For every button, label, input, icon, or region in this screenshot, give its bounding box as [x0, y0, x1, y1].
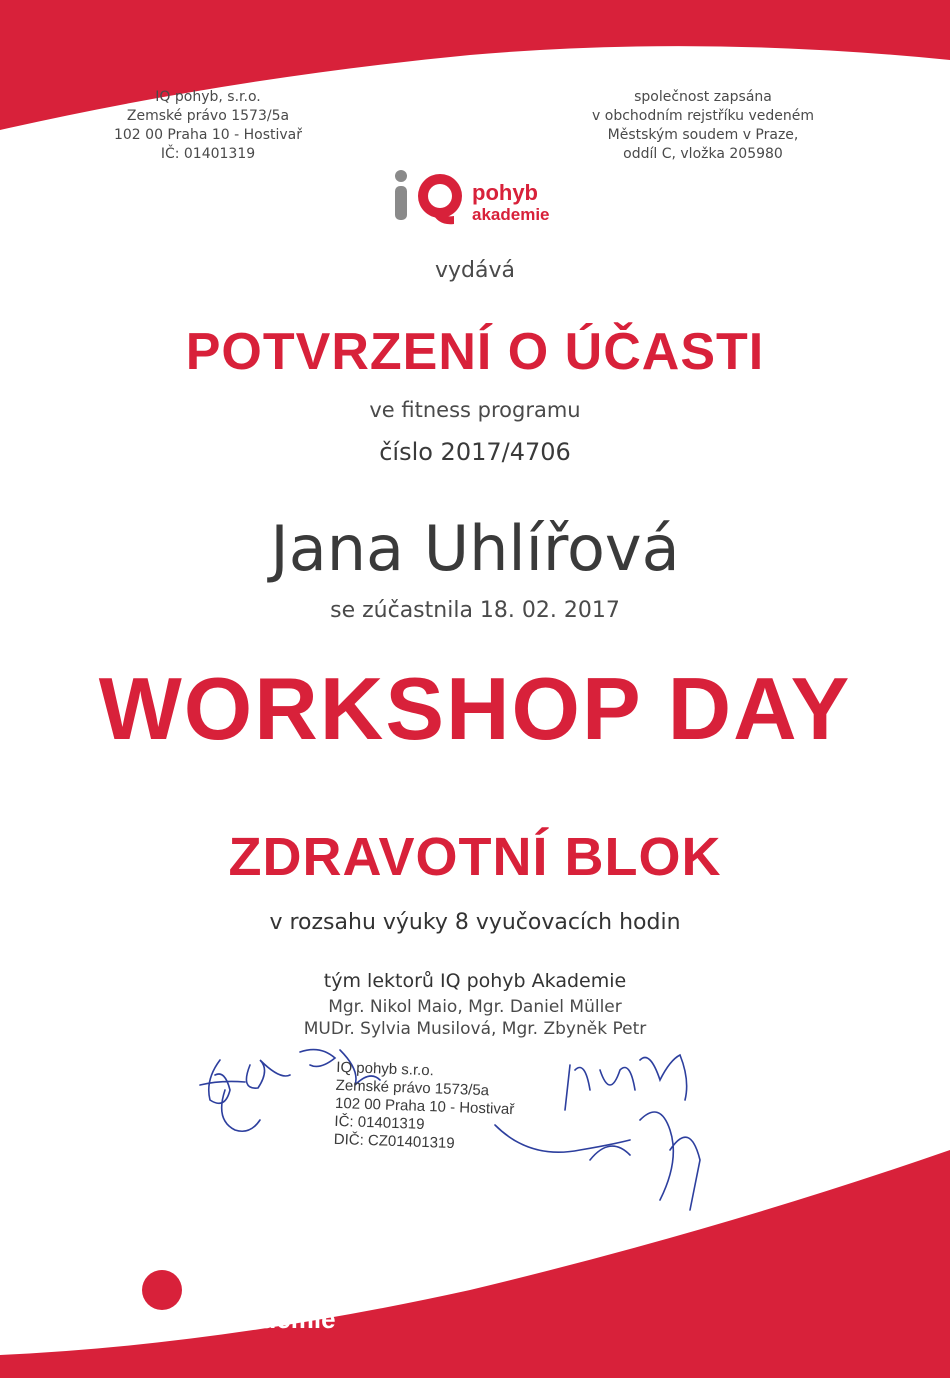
registration-line-3: Městským soudem v Praze,: [607, 127, 799, 143]
company-ic: IČ: 01401319: [160, 146, 256, 162]
company-street: Zemské právo 1573/5a: [126, 108, 290, 124]
company-stamp: [333, 1059, 515, 1155]
iq-pohyb-logo-bottom: [82, 1240, 362, 1340]
logo-top-akademie: akademie: [472, 205, 550, 224]
participant-name: Jana Uhlířová: [270, 512, 680, 585]
block-title: ZDRAVOTNÍ BLOK: [228, 827, 722, 887]
lecturers-line-2: MUDr. Sylvia Musilová, Mgr. Zbyněk Petr: [303, 1019, 647, 1039]
stamp-line-5: DIČ: CZ01401319: [333, 1130, 455, 1153]
certificate-number: číslo 2017/4706: [379, 438, 571, 466]
iq-pohyb-logo-top: [392, 168, 562, 230]
issues-label: vydává: [435, 258, 515, 283]
stamp-line-4: IČ: 01401319: [334, 1112, 425, 1133]
company-address: [108, 88, 308, 164]
registration-line-4: oddíl C, vložka 205980: [623, 146, 783, 162]
registration-info: [576, 88, 830, 164]
company-name: IQ pohyb, s.r.o.: [155, 89, 261, 105]
logo-top-pohyb: pohyb: [472, 180, 538, 205]
registration-line-1: společnost zapsána: [634, 89, 772, 105]
lecturers-list: [0, 996, 950, 1040]
certificate-subheading: ve fitness programu: [369, 398, 581, 422]
stamp-line-1: IQ pohyb s.r.o.: [336, 1058, 435, 1080]
lecturers-line-1: Mgr. Nikol Maio, Mgr. Daniel Müller: [328, 997, 622, 1017]
participation-date: se zúčastnila 18. 02. 2017: [330, 598, 620, 623]
stamp-line-2: Zemské právo 1573/5a: [335, 1076, 490, 1100]
registration-line-2: v obchodním rejstříku vedeném: [592, 108, 814, 124]
company-city: 102 00 Praha 10 - Hostivař: [113, 127, 303, 143]
logo-bottom-akademie: akademie: [217, 1304, 336, 1334]
event-title: WORKSHOP DAY: [98, 659, 852, 758]
course-range: v rozsahu výuky 8 vyučovacích hodin: [269, 910, 681, 935]
lecturers-title: tým lektorů IQ pohyb Akademie: [323, 970, 627, 992]
certificate-heading: POTVRZENÍ O ÚČASTI: [185, 323, 765, 381]
logo-bottom-pohyb: pohyb: [217, 1265, 325, 1306]
stamp-line-3: 102 00 Praha 10 - Hostivař: [334, 1094, 515, 1119]
